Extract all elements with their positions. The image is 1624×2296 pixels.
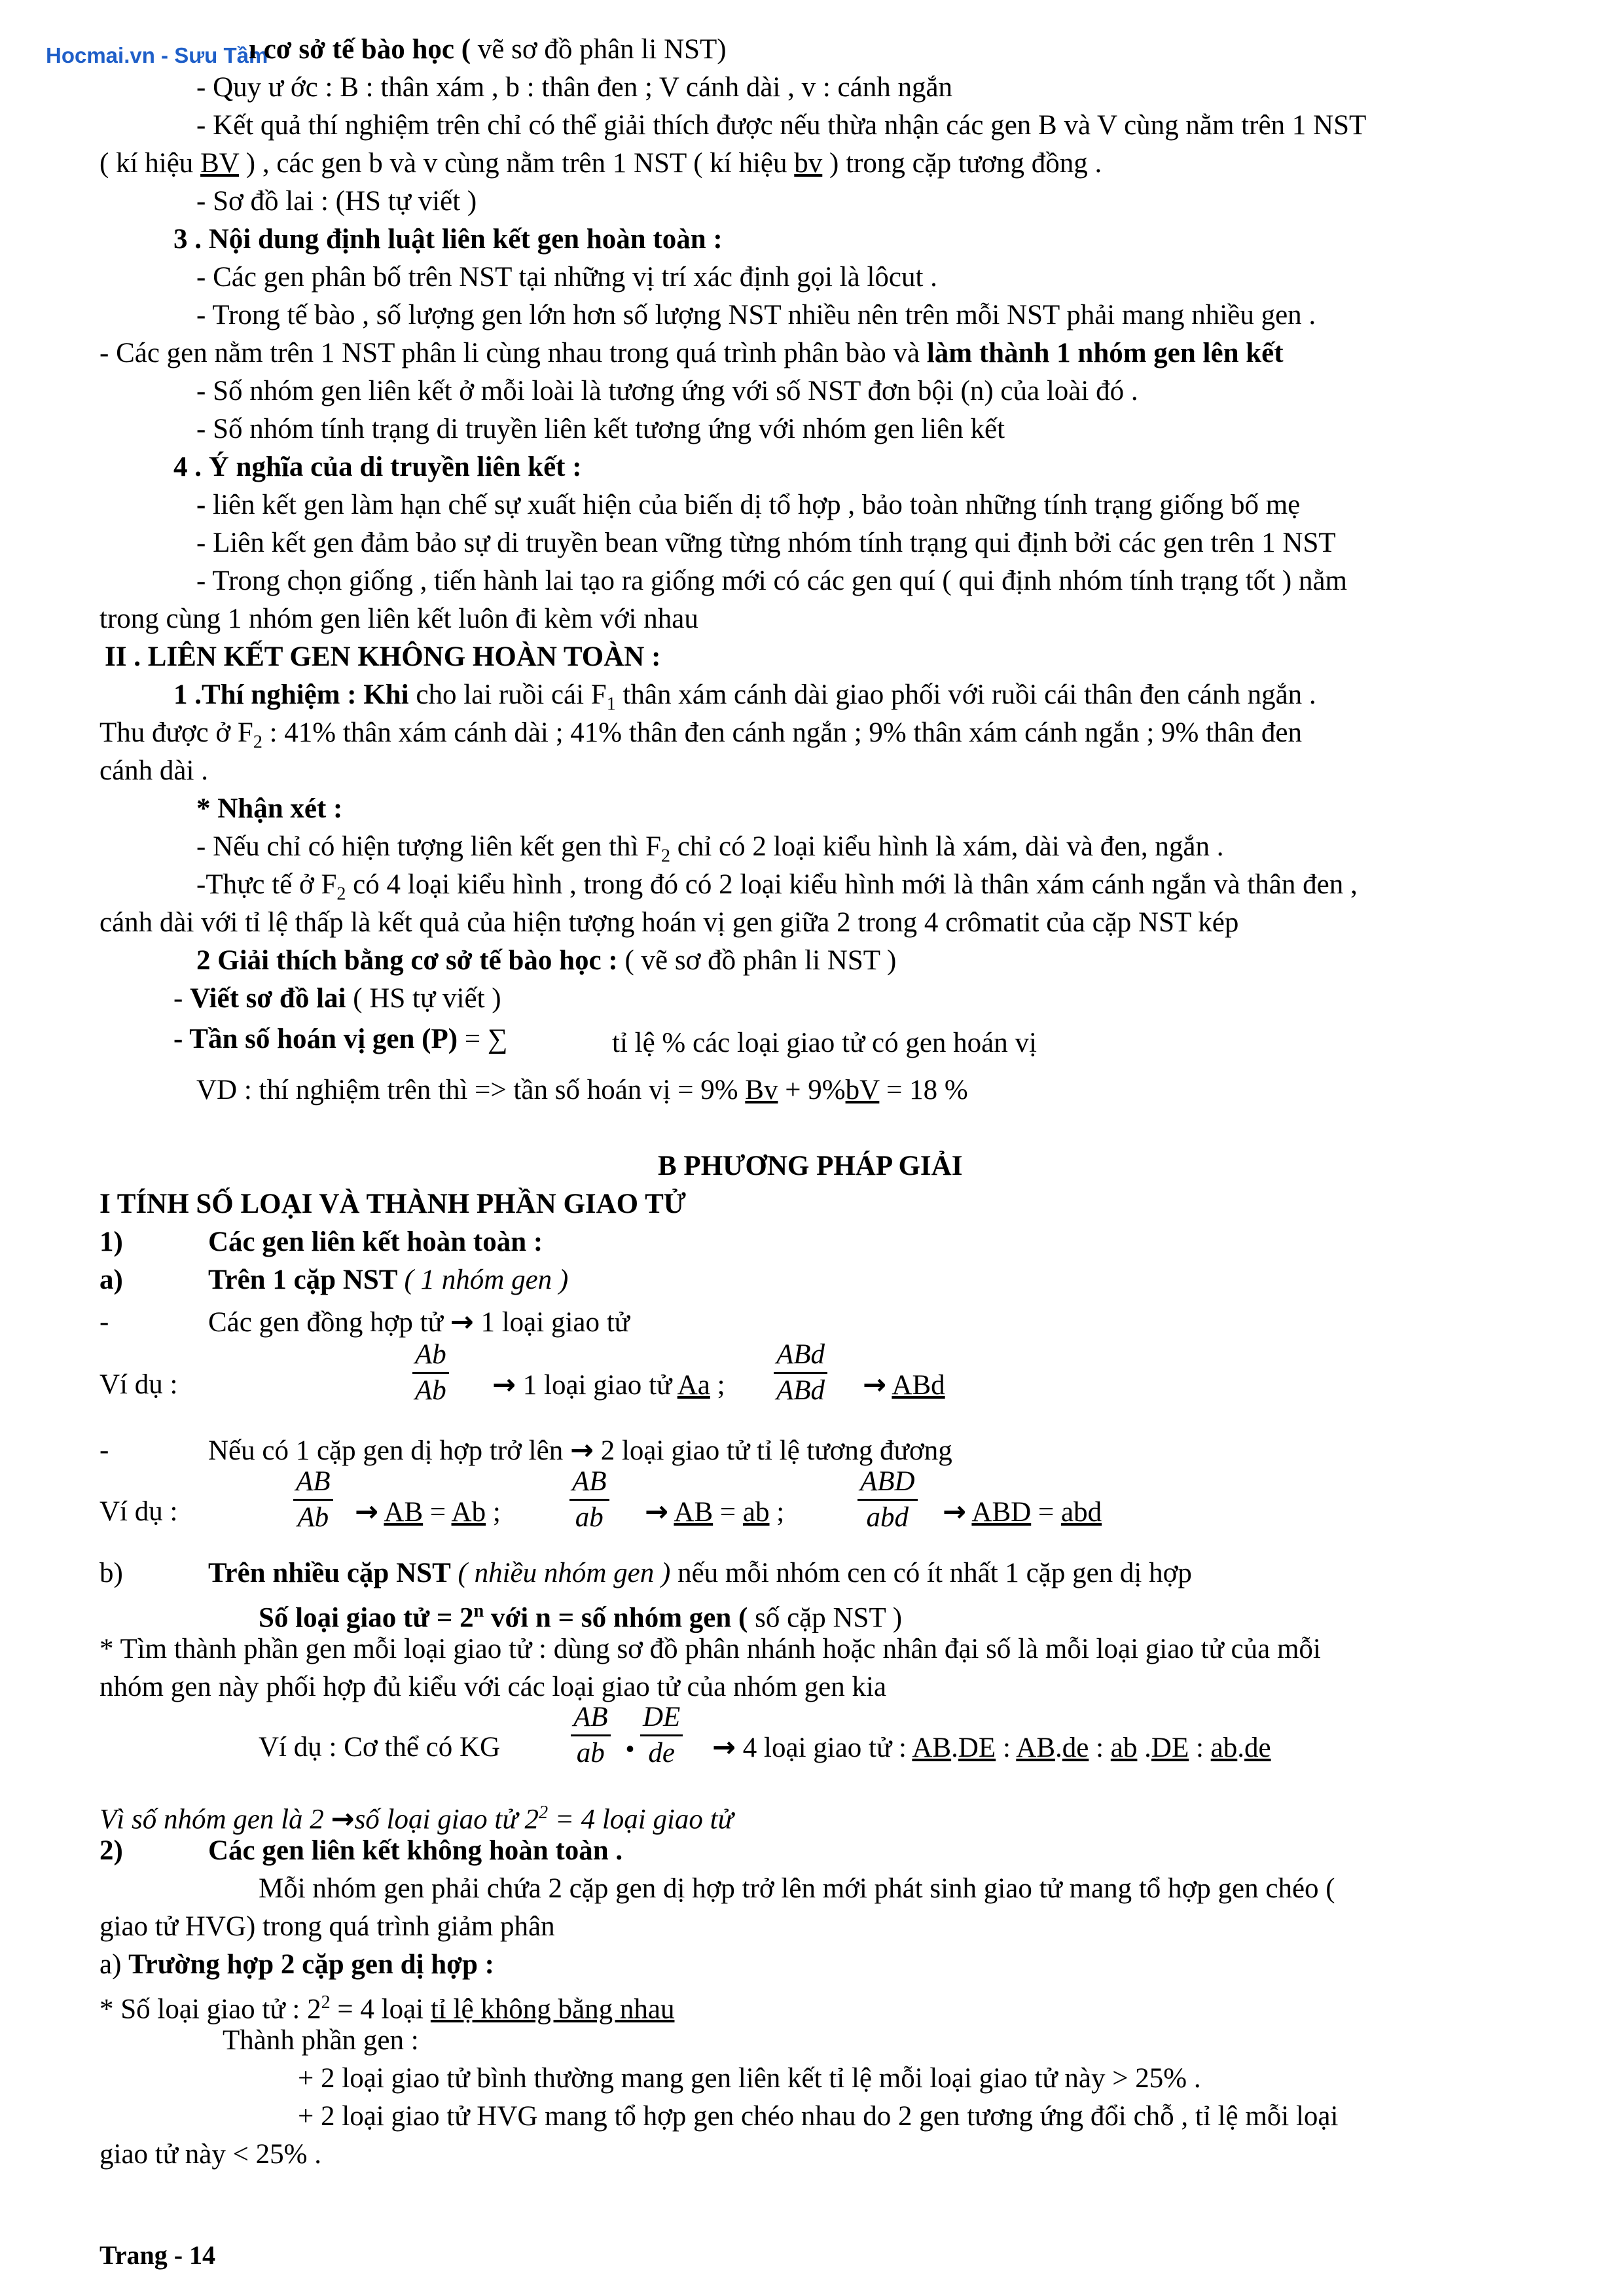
- line-viet-so-do: - Viết sơ đồ lai ( HS tự viết ): [173, 983, 501, 1014]
- line-chon-giong-cont: trong cùng 1 nhóm gen liên kết luôn đi kèm với nhau: [99, 603, 698, 634]
- fraction-AB-Ab: $\frac{AB}{Ab}$: [293, 1465, 333, 1535]
- line-vi-so-nhom: Vì số nhóm gen là 2 →số loại giao tử $2^2 = 4$ loại giao tử: [99, 1803, 734, 1836]
- num-2: 2): [99, 1835, 123, 1866]
- line-thu-duoc: Thu được ở $F_2$ : 41% thân xám cánh dài ; 41% thân đen cánh ngắn ; 9% thân xám cánh ngắn ; 9% thân đen: [99, 717, 1302, 753]
- line-hvg-cont: giao tử này < 25% .: [99, 2139, 321, 2170]
- line-han-che: - liên kết gen làm hạn chế sự xuất hiện của biến dị tổ hợp , bảo toàn những tính trạng giống bố mẹ: [196, 490, 1301, 520]
- vd2-part-1: → AB = Ab ;: [355, 1496, 501, 1528]
- line-thi-nghiem: 1 .Thí nghiệm : Khi cho lai ruồi cái $F_1$ thân xám cánh dài giao phối với ruồi cái thân đen cánh ngắn .: [173, 679, 1316, 715]
- line-so-nhom-tinh-trang: - Số nhóm tính trạng di truyền liên kết tương ứng với nhóm gen liên kết: [196, 414, 1005, 444]
- formula-so-loai: Số loại giao tử = $2^n$ với n = số nhóm gen ( số cặp NST ): [259, 1601, 903, 1634]
- line-so-nhom: - Số nhóm gen liên kết ở mỗi loài là tương ứng với số NST đơn bội (n) của loài đó .: [196, 376, 1138, 406]
- line-ki-hieu: ( kí hiệu BV ) , các gen b và v cùng nằm trên 1 NST ( kí hiệu bv ) trong cặp tương đồng .: [99, 148, 1102, 179]
- line-te-bao: - Trong tế bào , số lượng gen lớn hơn số lượng NST nhiều nên trên mỗi NST phải mang nhiều gen .: [196, 300, 1316, 331]
- line-dong-hop: Các gen đồng hợp tử → 1 loại giao tử: [208, 1306, 630, 1338]
- line-so-do-lai: - Sơ đồ lai : (HS tự viết ): [196, 186, 477, 217]
- dash-2: -: [99, 1435, 109, 1465]
- line-di-hop: Nếu có 1 cặp gen dị hợp trở lên → 2 loại giao tử tỉ lệ tương đương: [208, 1434, 952, 1467]
- vd-label-1: Ví dụ :: [99, 1369, 178, 1400]
- num-a: a): [99, 1265, 123, 1295]
- fraction-ABD-abd: ABD abd: [857, 1465, 918, 1535]
- vd2-part-3: → ABD = abd: [943, 1496, 1102, 1528]
- line-thanh-phan-gen: Thành phần gen :: [223, 2025, 419, 2056]
- fraction-ABd-ABd: ABd ABd: [774, 1338, 827, 1408]
- heading-truong-hop: a) Trường hợp 2 cặp gen dị hợp :: [99, 1949, 494, 1980]
- vd1-result-2: → ABd: [863, 1369, 945, 1401]
- line-nhom-gen-phoi-hop: nhóm gen này phối hợp đủ kiểu với các loại giao tử của nhóm gen kia: [99, 1672, 887, 1702]
- dash-1: -: [99, 1306, 109, 1337]
- fraction-Ab-Ab: $\frac{Ab}{Ab}$: [412, 1338, 449, 1408]
- line-hvg: + 2 loại giao tử HVG mang tổ hợp gen chéo nhau do 2 gen tương ứng đổi chỗ , tỉ lệ mỗi loại: [298, 2101, 1339, 2132]
- multiply-dot: .: [625, 1717, 635, 1760]
- line-tan-so-desc: tỉ lệ % các loại giao tử có gen hoán vị: [612, 1028, 1037, 1058]
- line-chon-giong: - Trong chọn giống , tiến hành lai tạo ra giống mới có các gen quí ( qui định nhóm tính trạng tốt ) nằm: [196, 565, 1347, 596]
- line-dam-bao: - Liên kết gen đảm bảo sự di truyền bean vững từng nhóm tính trạng qui định bởi các gen trên 1 NST: [196, 528, 1336, 558]
- line-ket-qua: - Kết quả thí nghiệm trên chỉ có thể giải thích được nếu thừa nhận các gen B và V cùng nằm trên 1 NST: [196, 110, 1367, 141]
- watermark: Hocmai.vn - Sưu Tầm: [46, 43, 268, 67]
- num-b: b): [99, 1558, 123, 1588]
- fraction-kg-DE-de: $\frac{DE}{de}$: [640, 1700, 683, 1770]
- fraction-AB-ab: $\frac{AB}{ab}$: [569, 1465, 609, 1535]
- heading-nhan-xet: * Nhận xét :: [196, 793, 343, 824]
- line-neu-chi-co: - Nếu chỉ có hiện tượng liên kết gen thì $F_2$ chỉ có 2 loại kiểu hình là xám, dài và đen, ngắn .: [196, 831, 1224, 867]
- line-moi-nhom-gen: Mỗi nhóm gen phải chứa 2 cặp gen dị hợp trở lên mới phát sinh giao tử mang tổ hợp gen chéo (: [259, 1873, 1335, 1904]
- vd1-result: → 1 loại giao tử Aa ;: [492, 1369, 725, 1401]
- line-tim-thanh-phan: * Tìm thành phần gen mỗi loại giao tử : dùng sơ đồ phân nhánh hoặc nhân đại số là mỗi loại giao tử của mỗi: [99, 1634, 1321, 1664]
- line-phan-li: - Các gen nằm trên 1 NST phân li cùng nhau trong quá trình phân bào và làm thành 1 nhóm gen lên kết: [99, 338, 1284, 368]
- line-thuc-te: -Thực tế ở $F_2$ có 4 loại kiểu hình , trong đó có 2 loại kiểu hình mới là thân xám cánh ngắn và thân đen ,: [196, 869, 1358, 905]
- heading-1-cap: Trên 1 cặp NST ( 1 nhóm gen ): [208, 1265, 569, 1295]
- heading-lien-ket-khong-hoan-toan: II . LIÊN KẾT GEN KHÔNG HOÀN TOÀN :: [105, 641, 661, 672]
- line-vd-tan-so: VD : thí nghiệm trên thì => tần số hoán vị = 9% Bv + 9%bV = 18 %: [196, 1075, 968, 1105]
- page-number: Trang - 14: [99, 2240, 216, 2270]
- line-tan-so: - Tần số hoán vị gen (P) = ∑: [173, 1024, 508, 1054]
- line-giam-phan: giao tử HVG) trong quá trình giảm phân: [99, 1911, 555, 1942]
- heading-khong-hoan-toan: Các gen liên kết không hoàn toàn .: [208, 1835, 623, 1866]
- heading-phuong-phap: B PHƯƠNG PHÁP GIẢI: [658, 1151, 963, 1181]
- num-1: 1): [99, 1227, 123, 1257]
- line-hoan-vi: cánh dài với tỉ lệ thấp là kết quả của hiện tượng hoán vị gen giữa 2 trong 4 crômatit của cặp NST kép: [99, 907, 1239, 938]
- heading-hoan-toan: Các gen liên kết hoàn toàn :: [208, 1227, 543, 1257]
- heading-y-nghia: 4 . Ý nghĩa của di truyền liên kết :: [173, 452, 582, 482]
- vd2-part-2: → AB = ab ;: [645, 1496, 785, 1528]
- line-heading-cont: ı cơ sở tế bào học ( vẽ sơ đồ phân li NST): [249, 34, 727, 65]
- line-locut: - Các gen phân bố trên NST tại những vị trí xác định gọi là lôcut .: [196, 262, 937, 293]
- heading-nhieu-cap: Trên nhiều cặp NST ( nhiều nhóm gen ) nếu mỗi nhóm cen có ít nhất 1 cặp gen dị hợp: [208, 1558, 1192, 1588]
- vd-label-2: Ví dụ :: [99, 1496, 178, 1527]
- heading-noi-dung: 3 . Nội dung định luật liên kết gen hoàn toàn :: [173, 224, 723, 255]
- line-giai-thich: 2 Giải thích bằng cơ sở tế bào học : ( vẽ sơ đồ phân li NST ): [196, 945, 897, 976]
- line-canh-dai: cánh dài .: [99, 755, 208, 786]
- vd3-result: → 4 loại giao tử : AB.DE : AB.de : ab .DE : ab.de: [712, 1731, 1271, 1764]
- fraction-kg-AB-ab: $\frac{AB}{ab}$: [571, 1700, 611, 1770]
- line-quy-uoc: - Quy ư ớc : B : thân xám , b : thân đen ; V cánh dài , v : cánh ngắn: [196, 72, 953, 103]
- line-so-loai-giao-tu: * Số loại giao tử : $2^2 = 4$ loại tỉ lệ không bằng nhau: [99, 1992, 675, 2025]
- heading-tinh-so-loai: I TÍNH SỐ LOẠI VÀ THÀNH PHẦN GIAO TỬ: [99, 1189, 687, 1219]
- line-binh-thuong: + 2 loại giao tử bình thường mang gen liên kết tỉ lệ mỗi loại giao tử này > 25% .: [298, 2063, 1201, 2094]
- vd3-label: Ví dụ : Cơ thể có KG: [259, 1732, 501, 1763]
